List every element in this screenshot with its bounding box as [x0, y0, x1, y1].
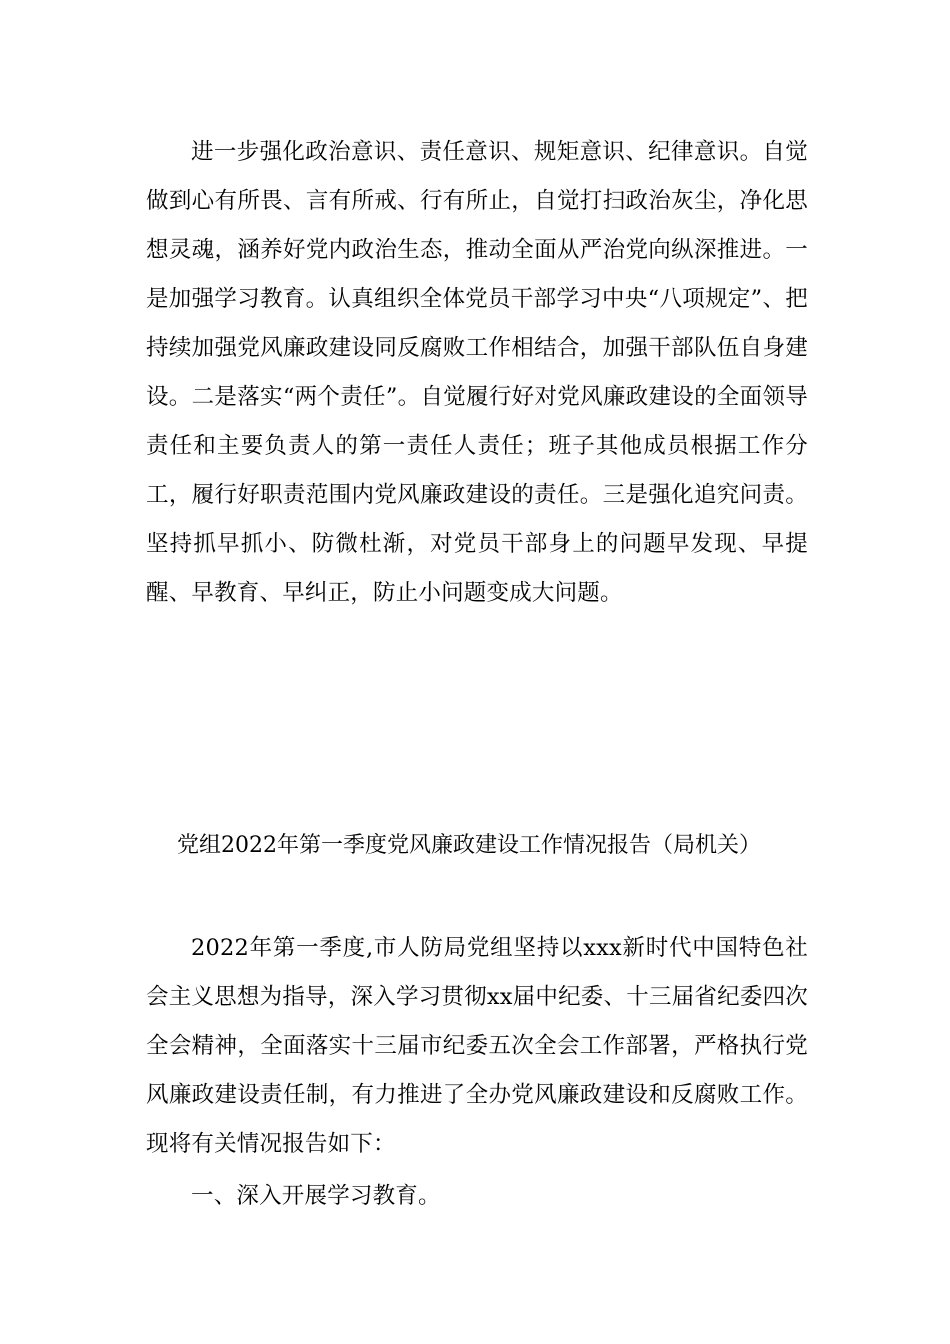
section-heading-1: 一、深入开展学习教育。 — [191, 1183, 441, 1209]
report-title: 党组2022年第一季度党风廉政建设工作情况报告（局机关） — [177, 833, 761, 858]
body-paragraph-1: 进一步强化政治意识、责任意识、规矩意识、纪律意识。自觉做到心有所畏、言有所戒、行有所止，自觉打扫政治灰尘，净化思想灵魂，涵养好党内政治生态，推动全面从严治党向纵深推进。一是加强学习教育。认真组织全体党员干部学习中央“八项规定”、把持续加强党风廉政建设同反腐败工作相结合，加强干部队伍自身建设。二是落实“两个责任”。自觉履行好对党风廉政建设的全面领导责任和主要负责人的第一责任人责任；班子其他成员根据工作分工，履行好职责范围内党风廉政建设的责任。三是强化追究问责。坚持抓早抓小、防微杜渐，对党员干部身上的问题早发现、早提醒、早教育、早纠正，防止小问题变成大问题。 — [146, 139, 808, 606]
body-paragraph-2: 2022年第一季度,市人防局党组坚持以xxx新时代中国特色社会主义思想为指导，深入学习贯彻xx届中纪委、十三届省纪委四次全会精神，全面落实十三届市纪委五次全会工作部署，严格执行党风廉政建设责任制，有力推进了全办党风廉政建设和反腐败工作。现将有关情况报告如下： — [146, 935, 808, 1157]
